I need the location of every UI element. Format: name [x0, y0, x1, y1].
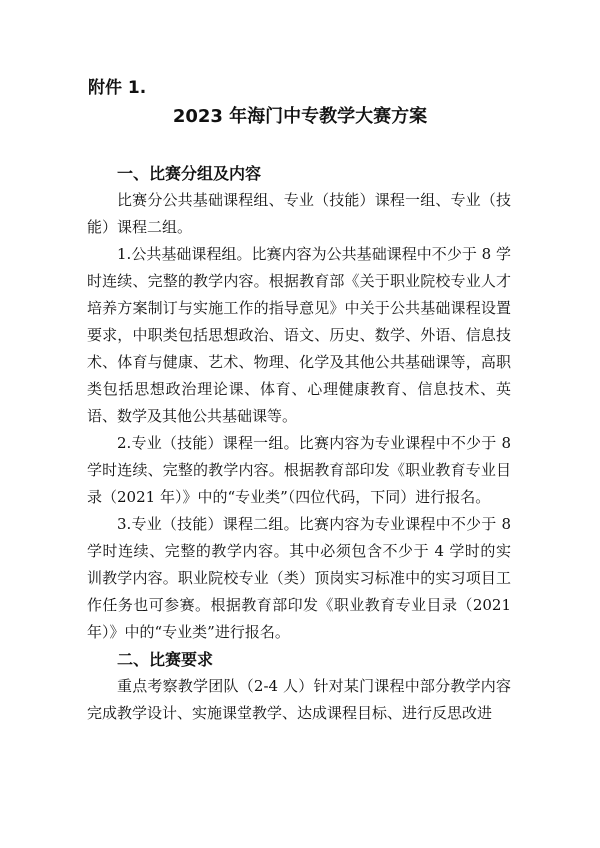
- paragraph: 重点考察教学团队（2-4 人）针对某门课程中部分教学内容完成教学设计、实施课堂教学、达成课程目标、进行反思改进: [87, 677, 511, 722]
- document-body: [87, 160, 511, 727]
- paragraph: 2.专业（技能）课程一组。比赛内容为专业课程中不少于 8 学时连续、完整的教学内容。根据教育部印发《职业教育专业目录（2021 年）》中的“专业类”（四位代码，下同）进行报名。: [87, 434, 511, 506]
- section-contents: [87, 160, 511, 646]
- paragraph: 3.专业（技能）课程二组。比赛内容为专业课程中不少于 8 学时连续、完整的教学内容。其中必须包含不少于 4 学时的实训教学内容。职业院校专业（类）顶岗实习标准中的实习项目工作任务也可参赛。根据教育部印发《职业教育专业目录（2021 年）》中的“专业类”进行报名。: [87, 515, 511, 641]
- paragraph: 1.公共基础课程组。比赛内容为公共基础课程中不少于 8 学时连续、完整的教学内容。根据教育部《关于职业院校专业人才培养方案制订与实施工作的指导意见》中关于公共基础课程设置要求，中职类包括思想政治、语文、历史、数学、外语、信息技术、体育与健康、艺术、物理、化学及其他公共基础课等，高职类包括思想政治理论课、体育、心理健康教育、信息技术、英语、数学及其他公共基础课等。: [87, 245, 511, 425]
- document-title: 2023 年海门中专教学大赛方案: [172, 106, 428, 127]
- section-requirements: [87, 646, 511, 727]
- section-heading: 二、比赛要求: [117, 650, 214, 669]
- attachment-label: 附件 1.: [88, 78, 147, 98]
- paragraph: 比赛分公共基础课程组、专业（技能）课程一组、专业（技能）课程二组。: [87, 191, 511, 236]
- section-heading: 一、比赛分组及内容: [117, 164, 262, 183]
